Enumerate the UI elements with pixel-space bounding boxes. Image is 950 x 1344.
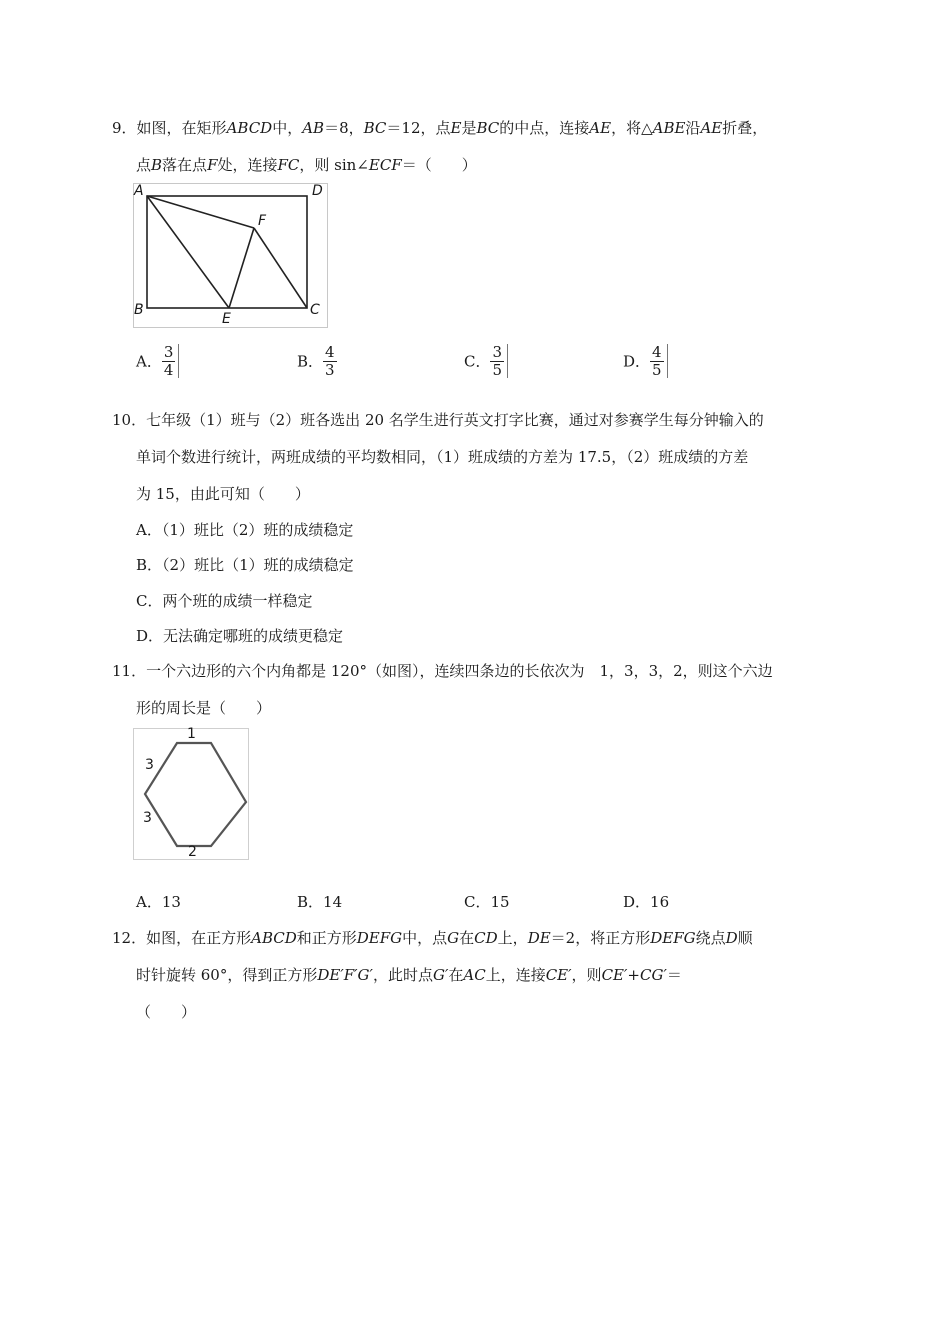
q9-figure <box>133 183 328 328</box>
label-e: E <box>222 311 231 327</box>
segment-fc <box>254 228 307 308</box>
q9-line1: 9．如图，在矩形ABCD中，AB＝8，BC＝12，点E是BC的中点，连接AE，将△ABE沿AE折叠， <box>112 119 768 137</box>
label-b: B <box>134 302 144 318</box>
side-label-upper-left: 3 <box>145 757 154 773</box>
q9-option-d[interactable]: D． $\frac{4}{5}$ <box>623 344 668 378</box>
q11-line1: 11．一个六边形的六个内角都是 120°（如图），连续四条边的长依次为 1，3，3，2，则这个六边 <box>112 662 773 680</box>
segment-ae <box>147 196 229 308</box>
q10-line3: 为 15，由此可知（ ） <box>136 485 310 503</box>
q10-option-a[interactable]: A．（1）班比（2）班的成绩稳定 <box>136 521 354 539</box>
q10-option-c[interactable]: C．两个班的成绩一样稳定 <box>136 592 313 610</box>
label-c: C <box>310 302 320 318</box>
segment-ef <box>229 228 254 308</box>
label-f: F <box>258 213 267 229</box>
side-label-bottom: 2 <box>188 844 197 860</box>
q10-line2: 单词个数进行统计，两班成绩的平均数相同，（1）班成绩的方差为 17.5，（2）班成绩的方差 <box>136 448 749 466</box>
q10-option-b[interactable]: B．（2）班比（1）班的成绩稳定 <box>136 556 354 574</box>
side-label-lower-left: 3 <box>143 810 152 826</box>
q11-number: 11． <box>112 662 147 680</box>
q9-option-a[interactable]: A． $\frac{3}{4}$ <box>136 344 179 378</box>
label-d: D <box>312 183 323 199</box>
q12-number: 12． <box>112 929 147 947</box>
side-label-top: 1 <box>187 726 196 742</box>
q11-option-a[interactable]: A．13 <box>136 893 181 911</box>
q10-option-d[interactable]: D．无法确定哪班的成绩更稳定 <box>136 627 344 645</box>
rectangle-abcd <box>147 196 307 308</box>
q10-number: 10． <box>112 411 147 429</box>
q12-line1: 12．如图，在正方形ABCD和正方形DEFG中，点G在CD上，DE＝2，将正方形DEFG绕点D顺 <box>112 929 753 947</box>
q11-option-b[interactable]: B．14 <box>297 893 343 911</box>
q11-option-c[interactable]: C．15 <box>464 893 510 911</box>
q9-line2: 点B落在点F处，连接FC，则 sin∠ECF＝（ ） <box>136 156 477 174</box>
segment-af <box>147 196 254 228</box>
q9-number: 9． <box>112 119 137 137</box>
q11-figure <box>133 728 249 860</box>
q9-option-b[interactable]: B． $\frac{4}{3}$ <box>297 343 335 379</box>
q12-line2: 时针旋转 60°，得到正方形DE′F′G′，此时点G′在AC上，连接CE′，则CE′+CG′＝ <box>136 966 682 984</box>
q11-option-d[interactable]: D．16 <box>623 893 670 911</box>
q9-option-c[interactable]: C． $\frac{3}{5}$ <box>464 344 508 378</box>
label-a: A <box>134 183 144 199</box>
q11-line2: 形的周长是（ ） <box>136 699 272 717</box>
hexagon <box>145 743 246 846</box>
q10-line1: 10．七年级（1）班与（2）班各选出 20 名学生进行英文打字比赛，通过对参赛学生每分钟输入的 <box>112 411 764 429</box>
q12-line3: （ ） <box>136 1003 197 1021</box>
